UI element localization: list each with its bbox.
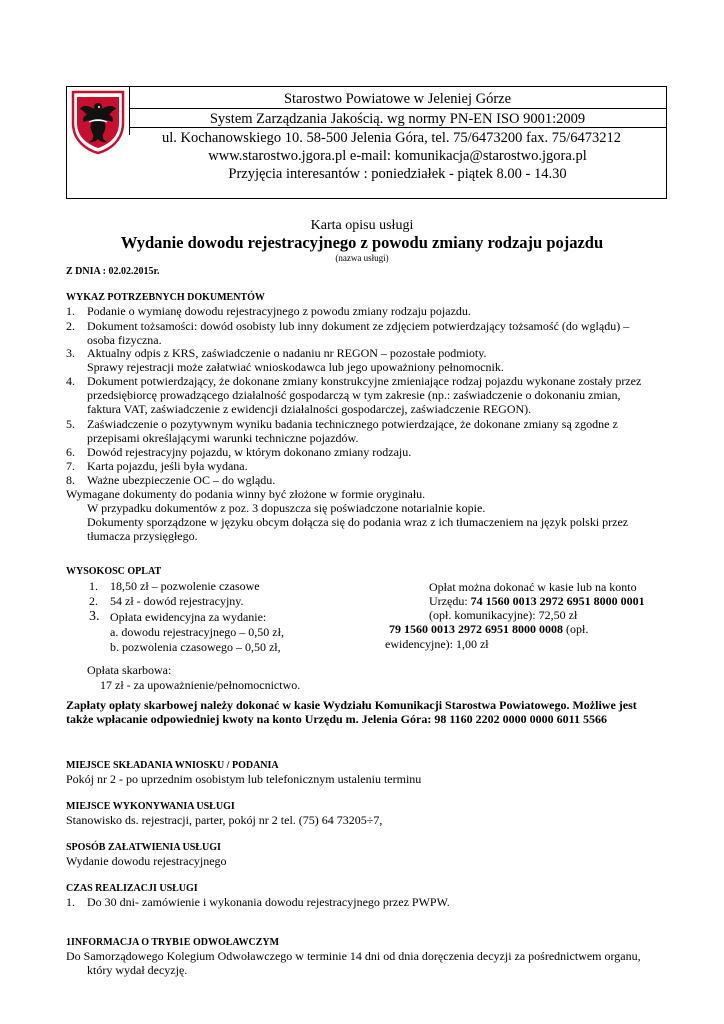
doc-item-cont: przedsiębiorcę prowadzącego działalność gospodarczą w tym zakresie (np.: zaświadczenie o dokonaniu zmian,	[87, 388, 621, 402]
fee-subitem: b. pozwolenia czasowego – 0,50 zł,	[110, 640, 281, 654]
bank-info: (opł. komunikacyjne): 72,50 zł	[429, 608, 578, 622]
fee-subitem: a. dowodu rejestracyjnego – 0,50 zł,	[110, 625, 284, 639]
fee-item: Opłata ewidencyjna za wydanie:	[110, 610, 267, 624]
doc-item: Ważne ubezpieczenie OC – do wglądu.	[87, 473, 276, 487]
office-contact: www.starostwo.jgora.pl e-mail: komunikacja@starostwo.jgora.pl	[208, 148, 587, 164]
submit-place-heading: MIEJSCE SKŁADANIA WNIOSKU / PODANIA	[66, 760, 279, 771]
doc-item-num: 1.	[66, 304, 75, 318]
card-label: Karta opisu usługi	[310, 218, 414, 233]
submit-place-text: Pokój nr 2 - po uprzednim osobistym lub telefonicznym ustaleniu terminu	[66, 772, 422, 786]
appeal-heading: 1INFORMACJA O TRYB1E ODWOŁAWCZYM	[66, 937, 280, 948]
time-heading: CZAS REALIZACJI USŁUGI	[66, 883, 198, 894]
docs-note: tłumacza przysięgłego.	[87, 529, 198, 543]
doc-item: Dowód rejestracyjny pojazdu, w którym dokonano zmiany rodzaju.	[87, 445, 412, 459]
doc-item-num: 4.	[66, 374, 75, 388]
quality-system: System Zarządzania Jakością. wg normy PN-EN ISO 9001:2009	[209, 111, 586, 127]
doc-item-cont: osoba fizyczna.	[87, 333, 162, 347]
issue-date: Z DNIA : 02.02.2015r.	[66, 266, 160, 277]
docs-note: Wymagane dokumenty do podania winny być złożone w formie oryginału.	[66, 487, 426, 501]
fees-heading: WYSOKOSC OPLAT	[66, 566, 162, 577]
service-place-heading: MIEJSCE WYKONYWANIA USŁUGI	[66, 801, 235, 812]
stamp-fee-label: Opłata skarbowa:	[87, 663, 172, 677]
doc-item-num: 5.	[66, 417, 75, 431]
page-title: Wydanie dowodu rejestracyjnego z powodu zmiany rodzaju pojazdu	[120, 233, 604, 252]
doc-item: Aktualny odpis z KRS, zaświadczenie o nadaniu nr REGON – pozostałe podmioty.	[87, 346, 487, 360]
bank-info: 79 1560 0013 2972 6951 8000 0008 (opł.	[389, 622, 589, 636]
page-subtitle: (nazwa usługi)	[335, 253, 389, 263]
time-item-num: 1.	[66, 895, 75, 909]
doc-item-cont: faktura VAT, zaświadczenie z ewidencji działalności gospodarczej, zaświadczenie REGON).	[87, 402, 532, 416]
fee-item: 54 zł - dowód rejestracyjny.	[110, 594, 244, 608]
doc-item: Dokument tożsamości: dowód osobisty lub inny dokument ze zdjęciem potwierdzający tożsamość (do wglądu) –	[87, 319, 630, 333]
doc-item-num: 7.	[66, 459, 75, 473]
doc-item: Podanie o wymianę dowodu rejestracyjnego z powodu zmiany rodzaju pojazdu.	[87, 304, 471, 318]
doc-item: Zaświadczenie o pozytywnym wyniku badania technicznego potwierdzające, że dokonane zmiany są zgodne z	[87, 417, 618, 431]
bank-info: Opłat można dokonać w kasie lub na konto	[429, 580, 637, 594]
header-divider	[129, 108, 666, 109]
fee-item-num: 2.	[89, 594, 98, 608]
doc-item: Karta pojazdu, jeśli była wydana.	[87, 459, 248, 473]
doc-item: Dokument potwierdzający, że dokonane zmiany konstrukcyjne zmieniające rodzaj pojazdu wykonane zostały przez	[87, 374, 642, 388]
stamp-fee-value: 17 zł - za upoważnienie/pełnomocnictwo.	[100, 678, 301, 692]
office-address: ul. Kochanowskiego 10. 58-500 Jelenia Góra, tel. 75/6473200 fax. 75/6473212	[161, 130, 622, 146]
bank-info: Urzędu: 74 1560 0013 2972 6951 8000 0001	[429, 594, 645, 608]
doc-item-num: 2.	[66, 319, 75, 333]
service-place-text: Stanowisko ds. rejestracji, parter, pokój nr 2 tel. (75) 64 73205÷7,	[66, 813, 383, 827]
office-hours: Przyjęcia interesantów : poniedziałek - piątek 8.00 - 14.30	[228, 166, 567, 182]
time-text: Do 30 dni- zamówienie i wykonania dowodu rejestracyjnego przez PWPW.	[87, 895, 450, 909]
bank-account-number: 74 1560 0013 2972 6951 8000 0001	[470, 594, 645, 608]
appeal-text: Do Samorządowego Kolegium Odwoławczego w terminie 14 dni od dnia doręczenia decyzji za pośrednictwem organu,	[66, 949, 641, 963]
fee-item-num: 3.	[89, 609, 100, 624]
doc-item-num: 8.	[66, 473, 75, 487]
doc-item-cont: Sprawy rejestracji może załatwiać wnioskodawca lub jego upoważniony pełnomocnik.	[87, 360, 504, 374]
appeal-text: który wydał decyzję.	[87, 963, 188, 977]
doc-item-num: 3.	[66, 346, 75, 360]
payment-note: Zapłaty opłaty skarbowej należy dokonać w kasie Wydziału Komunikacji Starostwa Powiatowego. Możliwe jest	[66, 698, 637, 712]
docs-note: W przypadku dokumentów z poz. 3 dopuszcza się poświadczone notarialnie kopie.	[87, 501, 486, 515]
payment-note: także wpłacanie odpowiedniej kwoty na konto Urzędu m. Jelenia Góra: 98 1160 2202 0000 0000 6011 5566	[66, 712, 608, 726]
method-heading: SPOSÓB ZAŁATWIENIA USŁUGI	[66, 842, 221, 853]
docs-note: Dokumenty sporządzone w języku obcym dołącza się do podania wraz z ich tłumaczeniem na język polski przez	[87, 515, 629, 529]
doc-item-cont: przepisami określającymi warunki techniczne pojazdów.	[87, 431, 359, 445]
fee-item: 18,50 zł – pozwolenie czasowe	[110, 579, 260, 593]
fee-item-num: 1.	[89, 579, 98, 593]
bank-account-number: 79 1560 0013 2972 6951 8000 0008	[389, 622, 563, 636]
office-name: Starostwo Powiatowe w Jeleniej Górze	[283, 91, 512, 107]
documents-heading: WYKAZ POTRZEBNYCH DOKUMENTÓW	[66, 292, 265, 303]
method-text: Wydanie dowodu rejestracyjnego	[66, 854, 227, 868]
doc-item-num: 6.	[66, 445, 75, 459]
bank-info: ewidencyjne): 1,00 zł	[385, 637, 489, 651]
header-box	[66, 86, 667, 199]
